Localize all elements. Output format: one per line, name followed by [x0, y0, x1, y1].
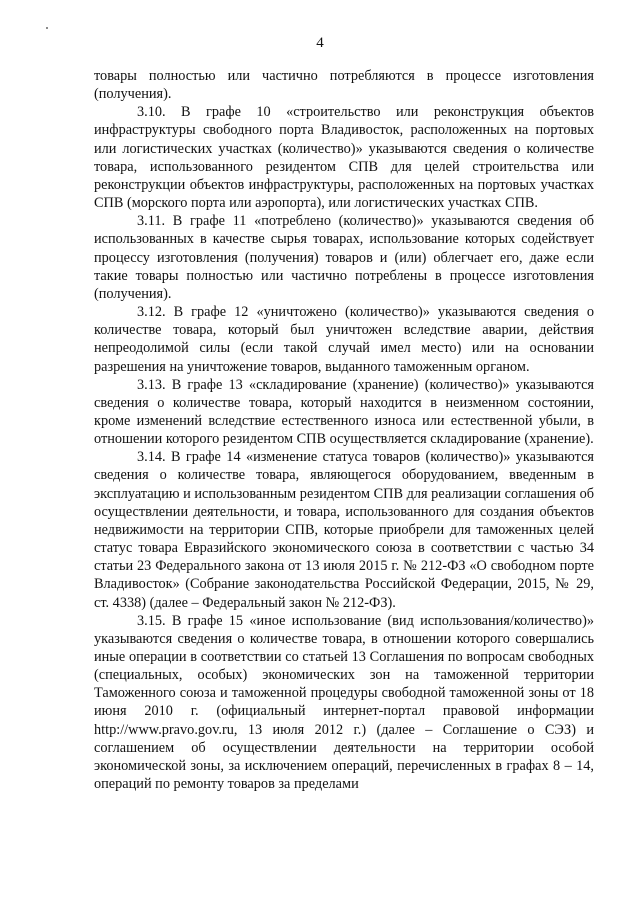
- document-body: [94, 67, 594, 793]
- paragraph-continuation: товары полностью или частично потребляются в процессе изготовления (получения).: [94, 68, 594, 103]
- paragraph-3-12: 3.12. В графе 12 «уничтожено (количество)» указываются сведения о количестве товара, который был уничтожен вследствие аварии, действия непреодолимой силы (если такой случай имел место) или на основании разрешения на уничтожение товаров, выданного таможенным органом.: [94, 304, 594, 375]
- paragraph-3-14: 3.14. В графе 14 «изменение статуса товаров (количество)» указываются сведения о количестве товара, являющегося оборудованием, введенным в эксплуатацию и использованным резидентом СПВ для реализации соглашения об осуществлении деятельности, и товара, использованного для создания объектов недвижимости на территории СПВ, которые приобрели для таможенных целей статус товара Евразийского экономического союза в соответствии с частью 34 статьи 23 Федерального закона от 13 июля 2015 г. № 212-ФЗ «О свободном порте Владивосток» (Собрание законодательства Российской Федерации, 2015, № 29, ст. 4338) (далее – Федеральный закон № 212-ФЗ).: [94, 449, 594, 611]
- page-number: 4: [316, 35, 324, 51]
- scan-speck: [46, 27, 48, 29]
- paragraph-3-11: 3.11. В графе 11 «потреблено (количество)» указываются сведения об использованных в качестве сырья товарах, использование которых содействует процессу изготовления (получения) товаров и (или) облегчает его, даже если такие товары полностью или частично потреблены в процессе изготовления (получения).: [94, 213, 594, 302]
- paragraph-3-15: 3.15. В графе 15 «иное использование (вид использования/количество)» указываются сведения о количестве товара, в отношении которого совершались иные операции в соответствии со статьей 13 Соглашения по вопросам свободных (специальных, особых) экономических зон на таможенной территории Таможенного союза и таможенной процедуры свободной таможенной зоны от 18 июня 2010 г. (официальный интернет-портал правовой информации http://www.pravo.gov.ru, 13 июля 2012 г.) (далее – Соглашение о СЭЗ) и соглашением об осуществлении деятельности на территории особой экономической зоны, за исключением операций, перечисленных в графах 8 – 14, операций по ремонту товаров за пределами: [94, 612, 594, 793]
- paragraph-3-13: 3.13. В графе 13 «складирование (хранение) (количество)» указываются сведения о количестве товара, который находится в неизменном состоянии, кроме изменений вследствие естественного износа или естественной убыли, в отношении которого резидентом СПВ осуществляется складирование (хранение).: [94, 376, 594, 448]
- paragraph-3-10: 3.10. В графе 10 «строительство или реконструкция объектов инфраструктуры свободного порта Владивосток, расположенных на портовых или логистических участках (количество)» указываются сведения о количестве товара, использованного резидентом СПВ для целей строительства или реконструкции объектов инфраструктуры, расположенных на портовых участках СПВ (морского порта или аэропорта), или логистических участках СПВ.: [94, 104, 594, 212]
